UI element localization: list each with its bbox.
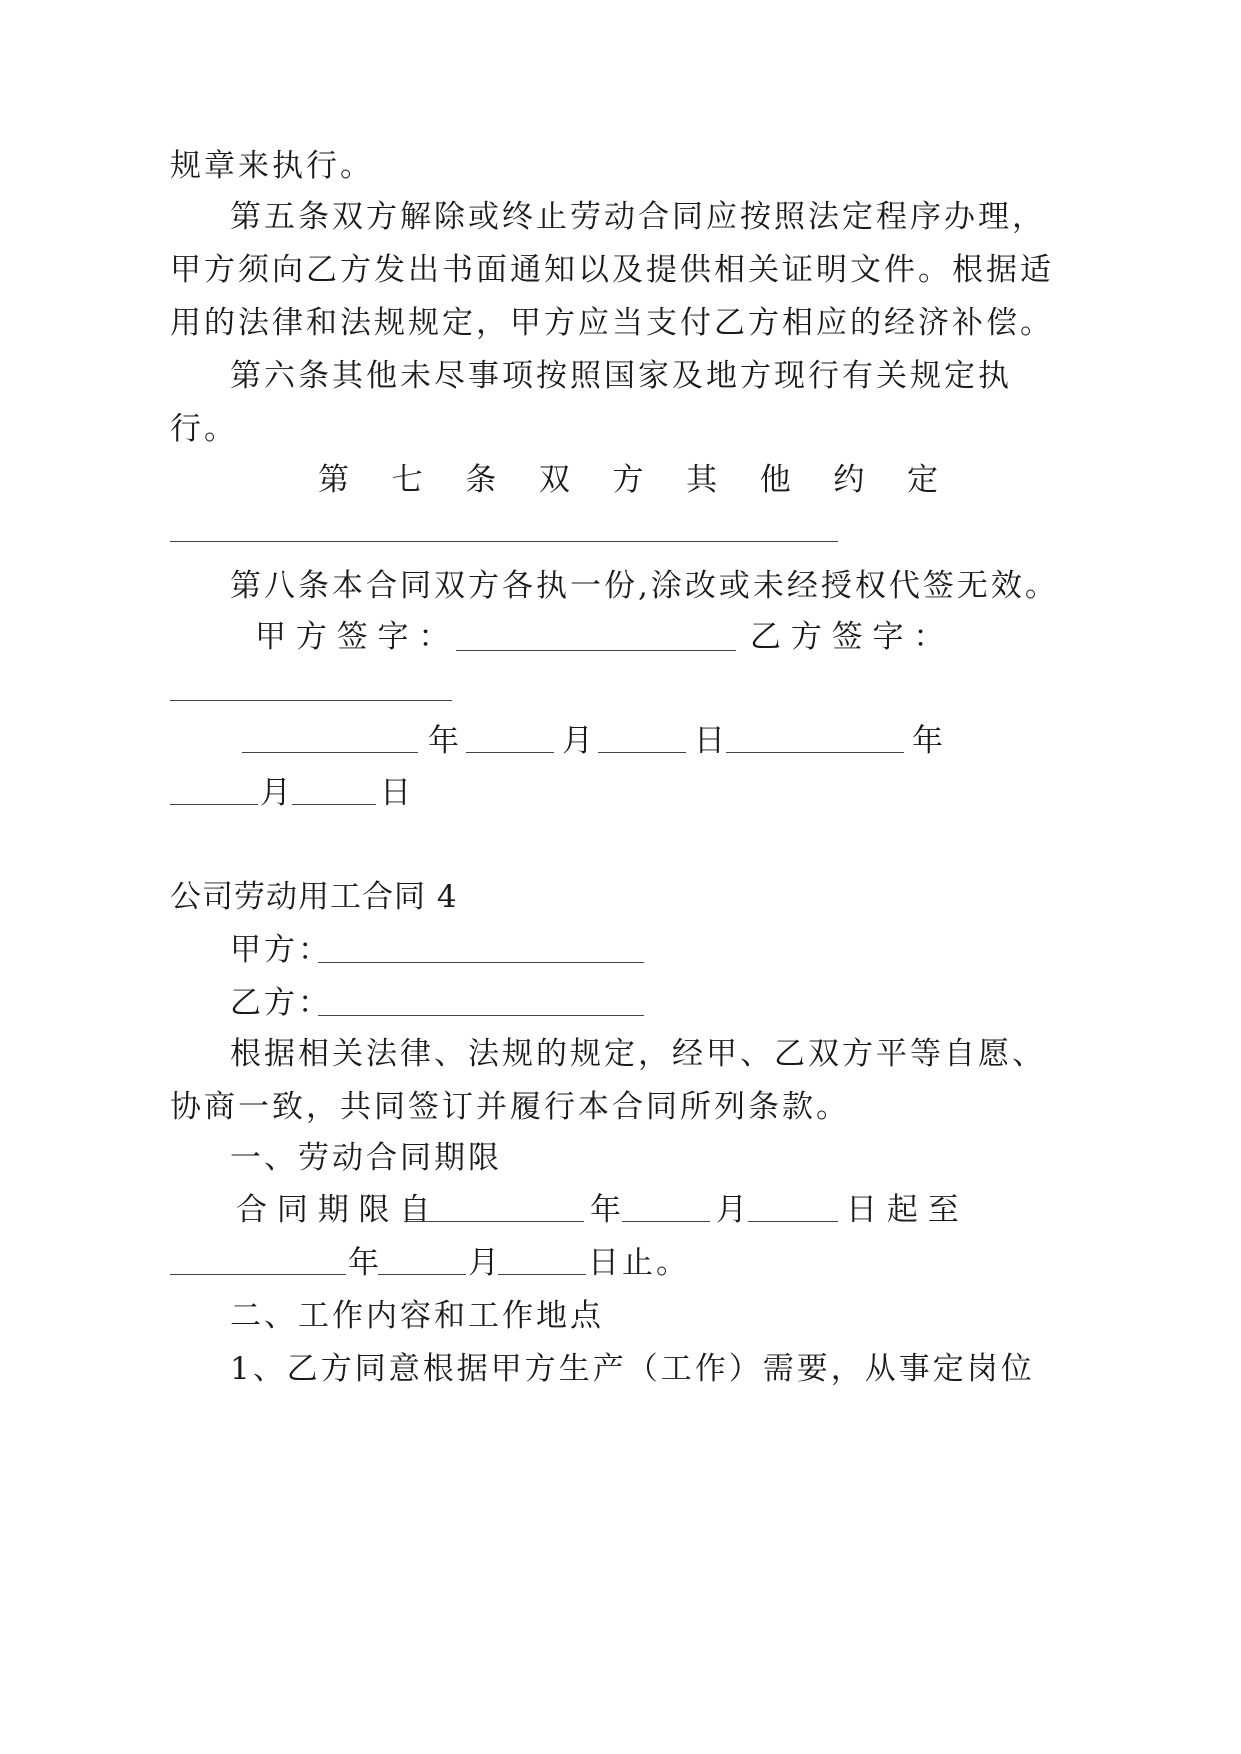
article-5-line: 第五条双方解除或终止劳动合同应按照法定程序办理， [230,199,1046,235]
date-blank [726,752,904,753]
article-7-char: 方 [612,462,644,498]
year-label: 年 [428,723,462,759]
article-7-char: 条 [465,462,497,498]
article-7-char: 其 [686,462,718,498]
term-blank [748,1221,838,1222]
year-label: 年 [348,1245,382,1281]
article-7-blank-line [170,541,838,542]
month-label: 月 [468,1245,502,1281]
article-6-line: 行。 [170,411,238,447]
month-label: 月 [562,723,596,759]
term-end-label: 日止。 [588,1245,690,1281]
section-1-heading: 一、劳动合同期限 [230,1140,502,1176]
month-label: 月 [260,775,294,811]
party-a-label: 甲方： [230,932,332,968]
party-a-signature-label: 甲 方 签 字 ： [255,619,450,655]
article-7-char: 双 [538,462,570,498]
year-label: 年 [590,1192,624,1228]
term-blank [170,1274,346,1275]
article-7-heading [318,460,938,500]
term-blank [622,1221,710,1222]
intro-line: 协商一致，共同签订并履行本合同所列条款。 [170,1089,850,1125]
term-blank [378,1274,466,1275]
intro-line: 根据相关法律、法规的规定，经甲、乙双方平等自愿、 [230,1036,1046,1072]
article-8-line: 第八条本合同双方各执一份,涂改或未经授权代签无效。 [230,568,1059,604]
date-blank [598,752,686,753]
article-7-char: 七 [391,462,423,498]
article-7-char: 他 [759,462,791,498]
term-blank [404,1221,584,1222]
date-blank [242,752,418,753]
article-5-line: 用的法律和法规规定，甲方应当支付乙方相应的经济补偿。 [170,305,1054,341]
contract-title: 公司劳动用工合同 4 [170,879,458,915]
party-b-signature-label: 乙 方 签 字 ： [750,619,945,655]
section-2-heading: 二、工作内容和工作地点 [230,1298,604,1334]
term-from-label: 合 同 期 限 自 [236,1192,431,1228]
article-7-char: 第 [318,462,349,498]
paragraph-line: 规章来执行。 [170,148,374,184]
day-label: 日 [694,723,728,759]
term-to-label: 日 起 至 [846,1192,959,1228]
date-blank [292,804,376,805]
day-label: 日 [380,775,414,811]
term-blank [498,1274,586,1275]
month-label: 月 [716,1192,750,1228]
date-blank [466,752,554,753]
year-label: 年 [912,723,946,759]
party-b-signature-blank [170,700,452,701]
party-a-signature-blank [456,650,736,651]
article-7-char: 约 [833,462,865,498]
section-2-item: 1、乙方同意根据甲方生产（工作）需要，从事定岗位 [230,1351,1035,1387]
article-7-char: 定 [907,462,938,498]
date-blank [170,804,258,805]
party-b-label: 乙方： [230,985,332,1021]
article-6-line: 第六条其他未尽事项按照国家及地方现行有关规定执 [230,358,1012,394]
article-5-line: 甲方须向乙方发出书面通知以及提供相关证明文件。根据适 [170,252,1054,288]
party-b-blank [318,1015,644,1016]
party-a-blank [318,962,644,963]
